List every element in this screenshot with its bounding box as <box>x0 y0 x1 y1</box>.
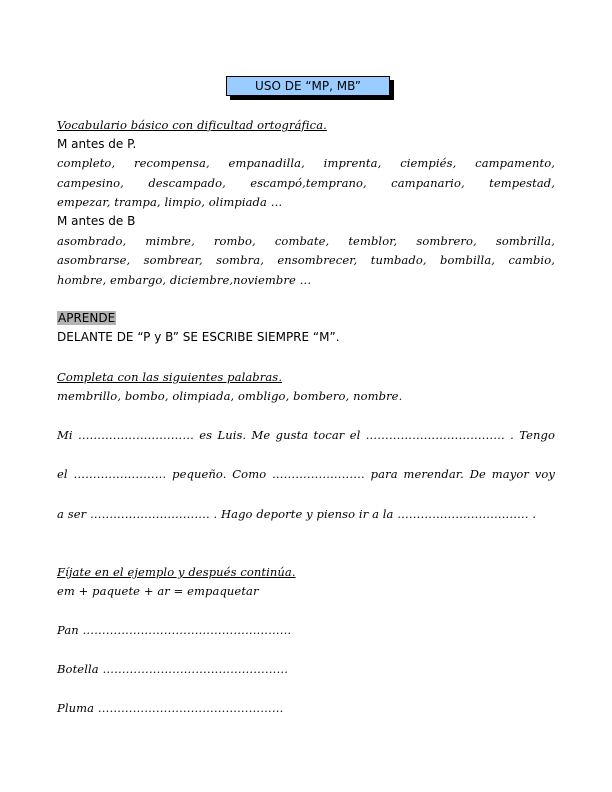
complete-heading: Completa con las siguientes palabras. <box>57 370 283 384</box>
learn-label: APRENDE <box>58 311 116 325</box>
mp-label: M antes de P. <box>57 137 137 151</box>
mp-line-3: empezar, trampa, limpio, olimpiada … <box>57 195 283 209</box>
example-formula: em + paquete + ar = empaquetar <box>57 584 259 598</box>
example-item-pan: Pan ……………………………………………… <box>57 623 292 637</box>
vocab-heading: Vocabulario básico con dificultad ortográfica. <box>57 118 327 132</box>
mp-line-1: completo, recompensa, empanadilla, imprenta, ciempiés, campamento, <box>57 156 555 170</box>
learn-rule: DELANTE DE “P y B” SE ESCRIBE SIEMPRE “M”. <box>57 330 340 344</box>
example-item-pluma: Pluma ………………………………………… <box>57 701 284 715</box>
example-heading: Fíjate en el ejemplo y después continúa. <box>57 565 296 579</box>
page-title: USO DE “MP, MB” <box>226 76 390 96</box>
mb-line-1: asombrado, mimbre, rombo, combate, temblor, sombrero, sombrilla, <box>57 234 555 248</box>
mb-label: M antes de B <box>57 214 136 228</box>
mp-line-2: campesino, descampado, escampó,temprano, campanario, tempestad, <box>57 176 555 190</box>
mb-line-3: hombre, embargo, diciembre,noviembre … <box>57 273 312 287</box>
complete-words: membrillo, bombo, olimpiada, ombligo, bombero, nombre. <box>57 389 403 403</box>
complete-line-1: Mi ………………………… es Luis. Me gusta tocar el ……………………………… . Tengo <box>57 428 555 442</box>
mb-line-2: asombrarse, sombrear, sombra, ensombrecer, tumbado, bombilla, cambio, <box>57 253 555 267</box>
complete-line-3: a ser …………………………. . Hago deporte y pienso ir a la ……………………………. . <box>57 507 537 521</box>
example-item-botella: Botella ………………………………………… <box>57 662 289 676</box>
complete-line-2: el …………………… pequeño. Como …………………… para merendar. De mayor voy <box>57 467 555 481</box>
